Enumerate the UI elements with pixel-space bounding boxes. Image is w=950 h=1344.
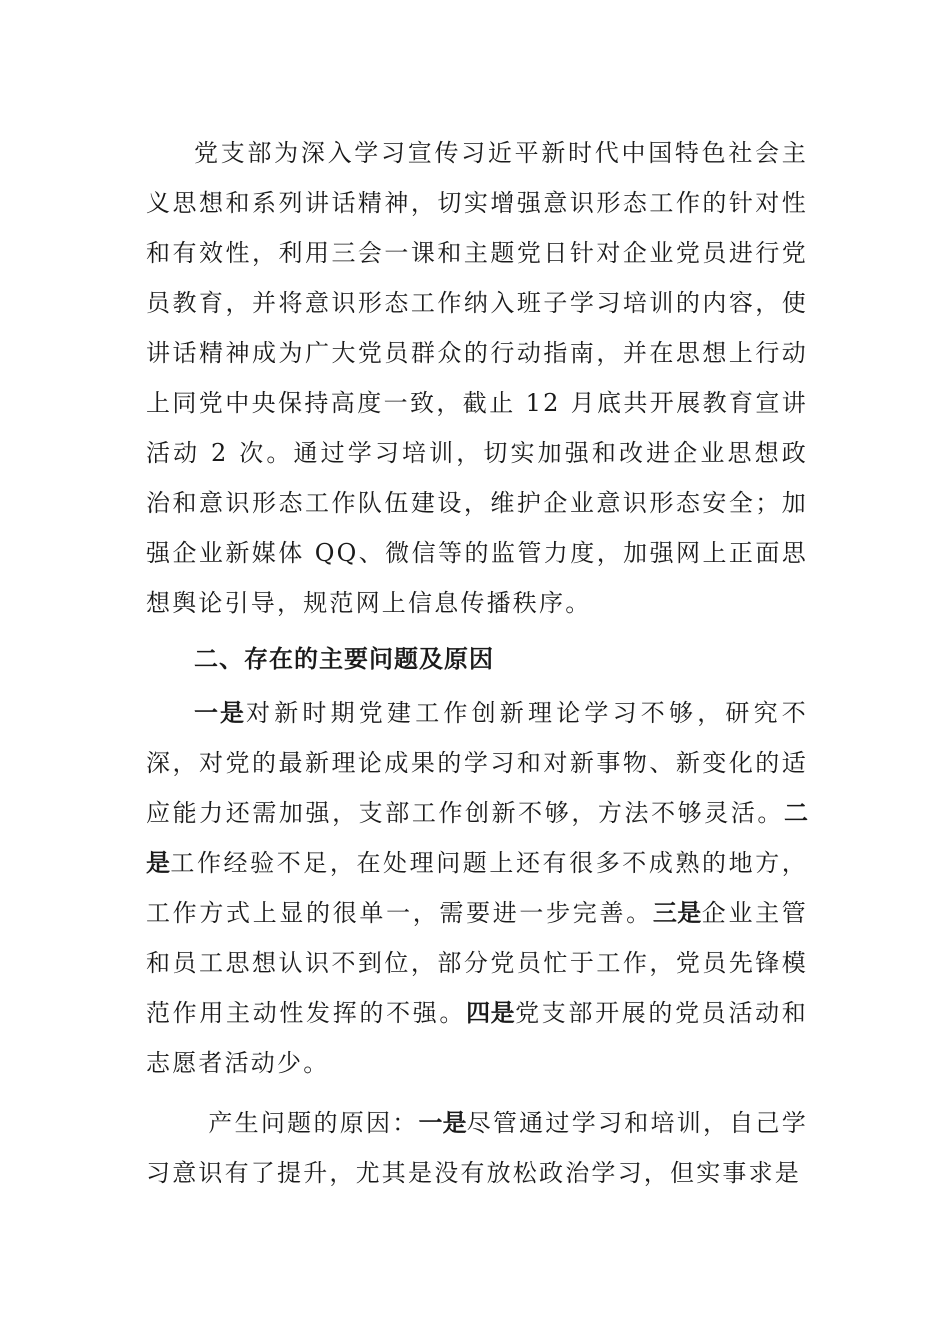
- paragraph-text: 党支部为深入学习宣传习近平新时代中国特色社会主义思想和系列讲话精神，切实增强意识形态工作的针对性和有效性，利用三会一课和主题党日针对企业党员进行党员教育，并将意识形态工作纳入班子学习培训的内容，使讲话精神成为广大党员群众的行动指南，并在思想上行动上同党中央保持高度一致，截止 12 月底共开展教育宣讲活动 2 次。通过学习培训，切实加强和改进企业思想政治和意识形态工作队伍建设，维护企业意识形态安全；加强企业新媒体 QQ、微信等的监管力度，加强网上正面思想舆论引导，规范网上信息传播秩序。: [146, 139, 808, 617]
- paragraph-text: 产生问题的原因：: [208, 1109, 419, 1137]
- section-heading-text: 二、存在的主要问题及原因: [194, 645, 494, 673]
- lead-label: 一是: [194, 699, 246, 727]
- paragraph-text: 党支部开展的党员活动和志愿者活动少。: [146, 999, 809, 1077]
- paragraph-causes: [146, 1098, 808, 1198]
- lead-label: 一是: [418, 1109, 467, 1137]
- paragraph-problem-list: [146, 688, 808, 1088]
- paragraph-text: 企业主管和员工思想认识不到位，部分党员忙于工作，党员先锋模范作用主动性发挥的不强。: [146, 899, 808, 1027]
- paragraph-text: 对新时期党建工作创新理论学习不够，研究不深，对党的最新理论成果的学习和对新事物、新变化的适应能力还需加强，支部工作创新不够，方法不够灵活。: [146, 699, 808, 827]
- paragraph-text: 尽管通过学习和培训，自己学习意识有了提升，尤其是没有放松政治学习，但实事求是: [146, 1109, 808, 1187]
- lead-label: 三是: [652, 899, 702, 927]
- document-body: [146, 128, 808, 1198]
- paragraph-text: 工作经验不足，在处理问题上还有很多不成熟的地方，工作方式上显的很单一，需要进一步完善。: [146, 849, 808, 927]
- paragraph-ideology-work: [146, 128, 808, 628]
- lead-label: 四是: [466, 999, 516, 1027]
- section-heading-problems: [146, 634, 808, 684]
- lead-label: 二是: [146, 799, 808, 877]
